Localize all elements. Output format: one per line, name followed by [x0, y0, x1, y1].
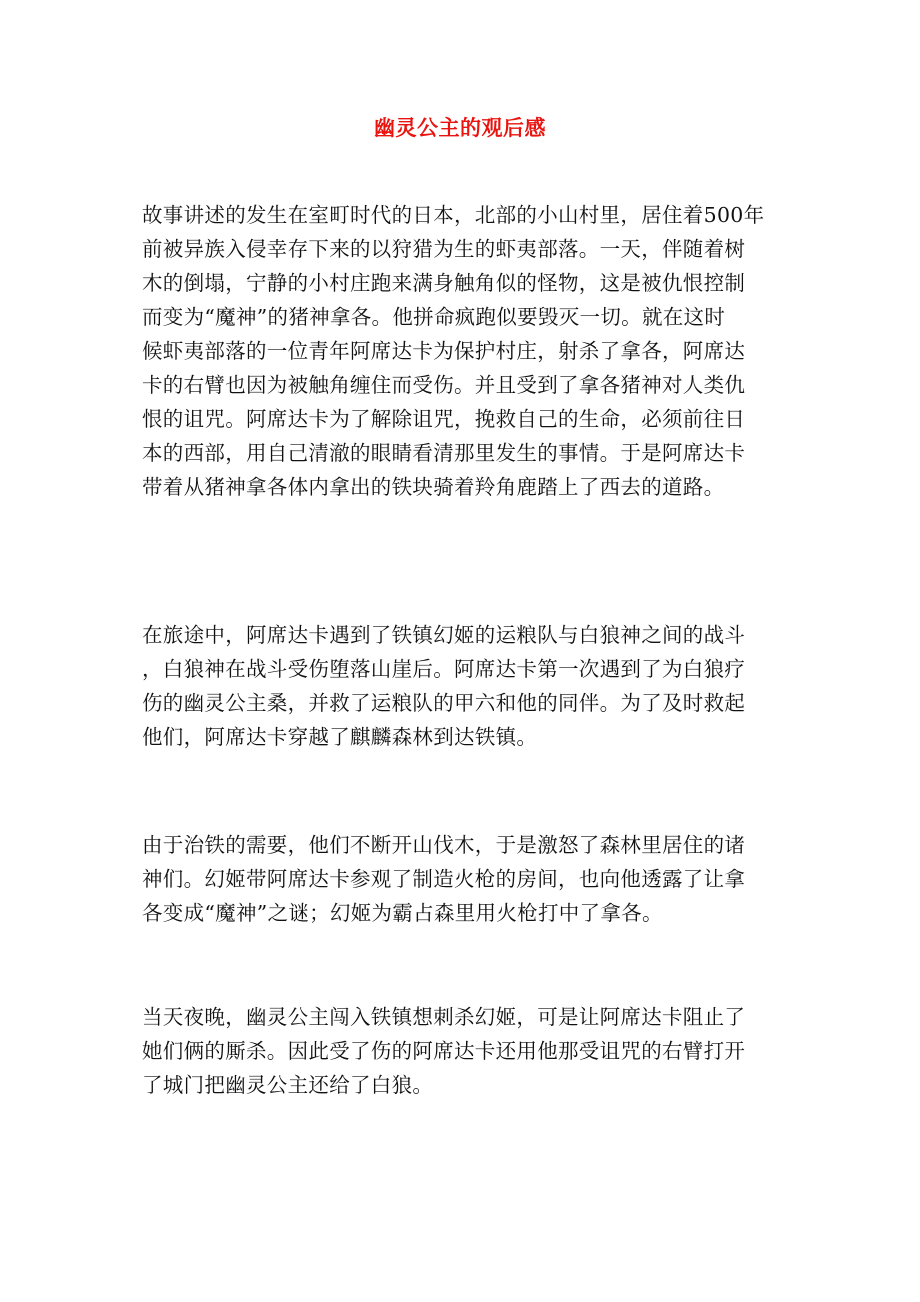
paragraph-4	[142, 1000, 778, 1102]
document-title: 幽灵公主的观后感	[374, 115, 546, 140]
paragraph-line: 神们。幻姬带阿席达卡参观了制造火枪的房间，也向他透露了让拿	[142, 867, 746, 891]
paragraph-line: 带着从猪神拿各体内拿出的铁块骑着羚角鹿踏上了西去的道路。	[142, 475, 725, 499]
paragraph-line: 她们俩的厮杀。因此受了伤的阿席达卡还用他那受诅咒的右臂打开	[142, 1039, 746, 1063]
paragraph-line: 恨的诅咒。阿席达卡为了解除诅咒，挽救自己的生命，必须前往日	[142, 407, 746, 431]
paragraph-line: ，白狼神在战斗受伤堕落山崖后。阿席达卡第一次遇到了为白狼疗	[142, 657, 746, 681]
paragraph-line: 在旅途中，阿席达卡遇到了铁镇幻姬的运粮队与白狼神之间的战斗	[142, 623, 746, 647]
paragraph-line: 当天夜晚，幽灵公主闯入铁镇想刺杀幻姬，可是让阿席达卡阻止了	[142, 1005, 746, 1029]
paragraph-line: 前被异族入侵幸存下来的以狩猎为生的虾夷部落。一天，伴随着树	[142, 237, 746, 261]
paragraph-line: 伤的幽灵公主桑，并救了运粮队的甲六和他的同伴。为了及时救起	[142, 691, 746, 715]
paragraph-line: 卡的右臂也因为被触角缠住而受伤。并且受到了拿各猪神对人类仇	[142, 373, 746, 397]
paragraph-1	[142, 198, 778, 504]
paragraph-line: 故事讲述的发生在室町时代的日本，北部的小山村里，居住着500年	[142, 203, 765, 227]
paragraph-line: 木的倒塌，宁静的小村庄跑来满身触角似的怪物，这是被仇恨控制	[142, 271, 746, 295]
paragraph-3	[142, 828, 778, 930]
paragraph-line: 而变为“魔神”的猪神拿各。他拼命疯跑似要毁灭一切。就在这时	[142, 305, 726, 329]
paragraph-line: 候虾夷部落的一位青年阿席达卡为保护村庄，射杀了拿各，阿席达	[142, 339, 746, 363]
paragraph-2	[142, 618, 778, 754]
paragraph-line: 了城门把幽灵公主还给了白狼。	[142, 1073, 434, 1097]
paragraph-line: 本的西部，用自己清澈的眼睛看清那里发生的事情。于是阿席达卡	[142, 441, 746, 465]
paragraph-line: 各变成“魔神”之谜；幻姬为霸占森里用火枪打中了拿各。	[142, 901, 663, 925]
paragraph-line: 由于治铁的需要，他们不断开山伐木，于是激怒了森林里居住的诸	[142, 833, 746, 857]
paragraph-line: 他们，阿席达卡穿越了麒麟森林到达铁镇。	[142, 725, 538, 749]
